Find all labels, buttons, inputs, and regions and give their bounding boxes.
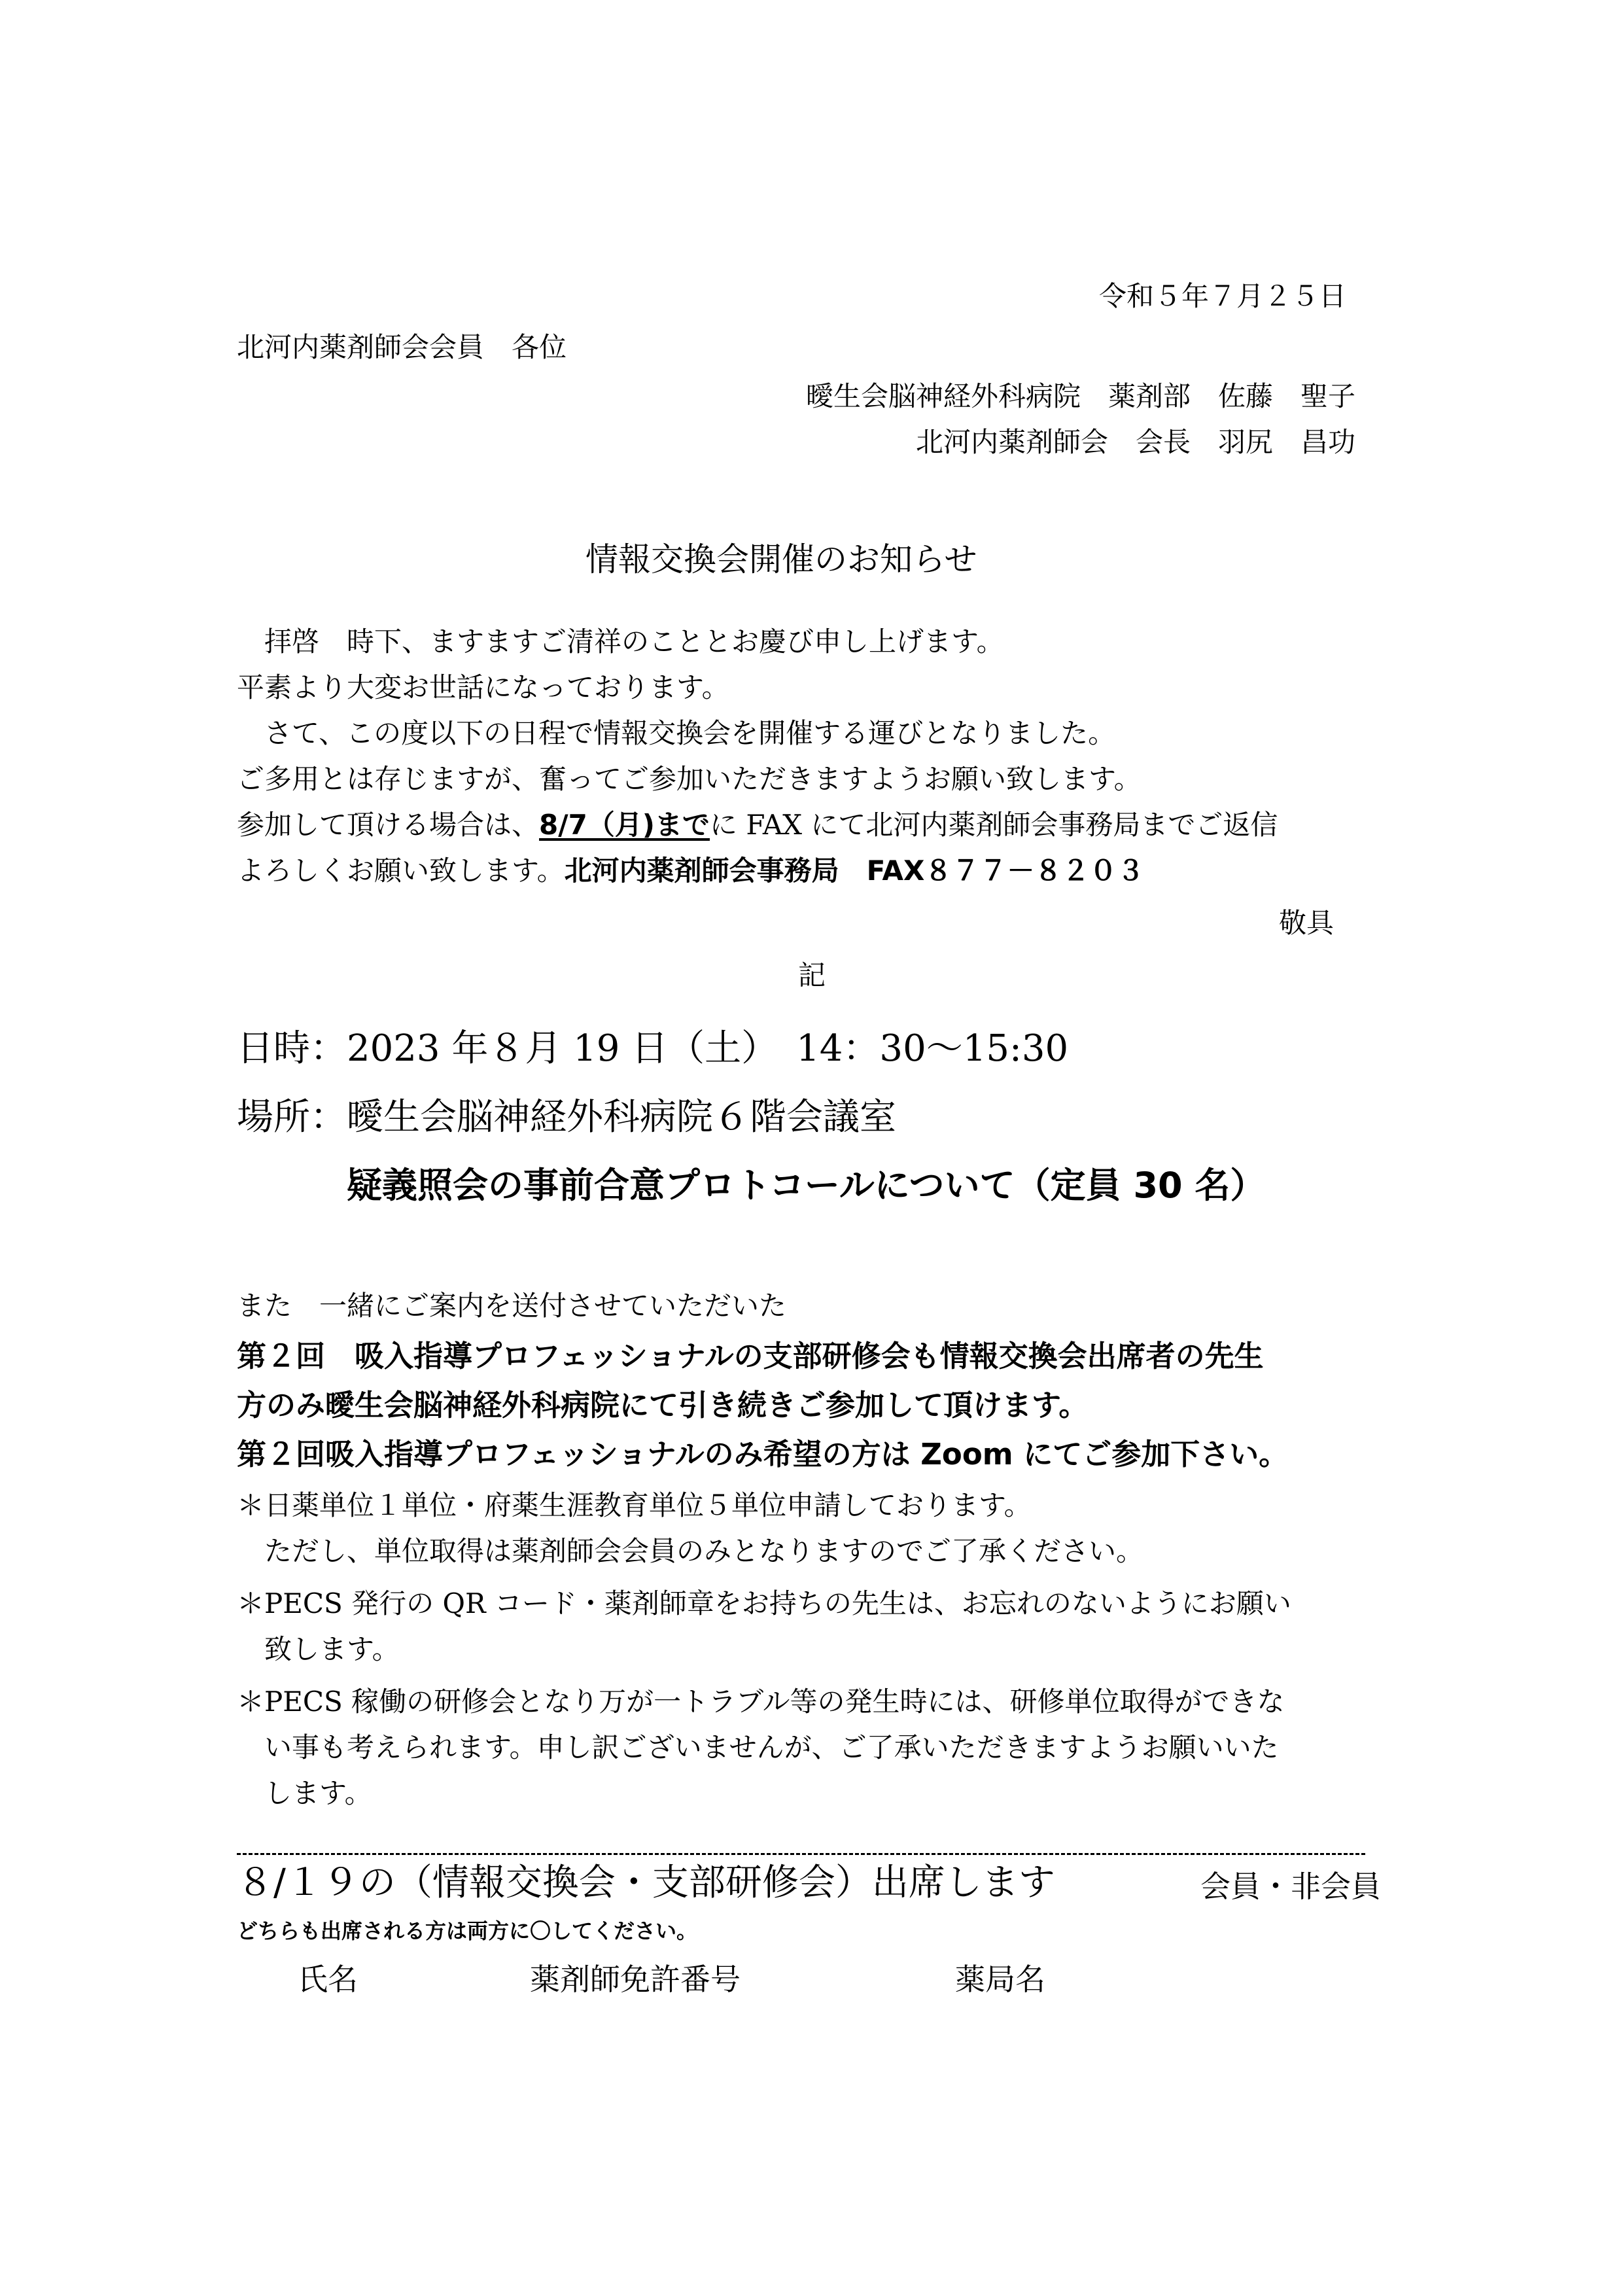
pharmacy-label: 薬局名 <box>955 1962 1045 1997</box>
closing: 敬具 <box>1279 907 1335 939</box>
form-instruction: どちらも出席される方は両方に〇してください。 <box>237 1918 698 1943</box>
note-units: ＊日薬単位１単位・府薬生涯教育単位５単位申請しております。 <box>237 1489 1032 1521</box>
addressee: 北河内薬剤師会会員 各位 <box>237 331 567 363</box>
sender-association: 北河内薬剤師会 会長 羽尻 昌功 <box>916 426 1356 458</box>
body-line-greeting: 拝啓 時下、ますますご清祥のこととお慶び申し上げます。 <box>237 626 1004 658</box>
document-date: 令和５年７月２５日 <box>1099 280 1347 312</box>
extra-bold-line-2: 方のみ曖生会脳神経外科病院にて引き続きご参加して頂けます。 <box>237 1388 1089 1422</box>
name-label: 氏名 <box>298 1962 358 1997</box>
attend-statement: ８/１９の（情報交換会・支部研修会）出席します <box>237 1862 1055 1904</box>
reply-deadline: 8/7（月)まで <box>539 809 710 841</box>
note-trouble: ＊PECS 稼働の研修会となり万が一トラブル等の発生時には、研修単位取得ができな <box>237 1686 1285 1718</box>
page-title: 情報交換会開催のお知らせ <box>585 540 977 578</box>
note-qr: ＊PECS 発行の QR コード・薬剤師章をお持ちの先生は、お忘れのないようにお願い <box>237 1587 1291 1619</box>
event-topic: 疑義照会の事前合意プロトコールについて（定員 30 名） <box>347 1165 1266 1206</box>
note-trouble-cont: い事も考えられます。申し訳ございませんが、ご了承いただきますようお願いいた <box>237 1731 1279 1763</box>
extra-intro: また 一緒にご案内を送付させていただいた <box>237 1290 787 1322</box>
ki-mark: 記 <box>798 959 826 991</box>
reply-text-b: に FAX にて北河内薬剤師会事務局までご返信 <box>710 809 1278 841</box>
body-line-reply <box>237 811 1278 839</box>
event-place: 場所：曖生会脳神経外科病院６階会議室 <box>237 1096 896 1139</box>
note-qr-cont: 致します。 <box>237 1633 400 1665</box>
note-units-cont: ただし、単位取得は薬剤師会会員のみとなりますのでご了承ください。 <box>237 1535 1144 1567</box>
license-label: 薬剤師免許番号 <box>530 1962 741 1997</box>
member-choice: 会員・非会員 <box>1200 1869 1381 1904</box>
fax-number: 北河内薬剤師会事務局 FAX８７７－８２０３ <box>564 855 1145 887</box>
note-trouble-end: します。 <box>237 1777 372 1809</box>
body-line-fax <box>237 857 1144 885</box>
sender-hospital: 曖生会脳神経外科病院 薬剤部 佐藤 聖子 <box>806 380 1356 412</box>
reply-text-a: 参加して頂ける場合は、 <box>237 809 540 841</box>
extra-bold-line-3: 第２回吸入指導プロフェッショナルのみ希望の方は Zoom にてご参加下さい。 <box>237 1437 1289 1472</box>
body-line-announcement: さて、この度以下の日程で情報交換会を開催する運びとなりました。 <box>237 717 1116 749</box>
body-line-request: ご多用とは存じますが、奮ってご参加いただきますようお願い致します。 <box>237 763 1142 795</box>
extra-bold-line-1: 第２回 吸入指導プロフェッショナルの支部研修会も情報交換会出席者の先生 <box>237 1339 1264 1373</box>
cut-line <box>237 1853 1365 1855</box>
fax-text-a: よろしくお願い致します。 <box>237 855 565 887</box>
body-line-thanks: 平素より大変お世話になっております。 <box>237 671 729 703</box>
event-datetime: 日時：2023 年８月 19 日（土） 14：30～15:30 <box>237 1027 1069 1070</box>
